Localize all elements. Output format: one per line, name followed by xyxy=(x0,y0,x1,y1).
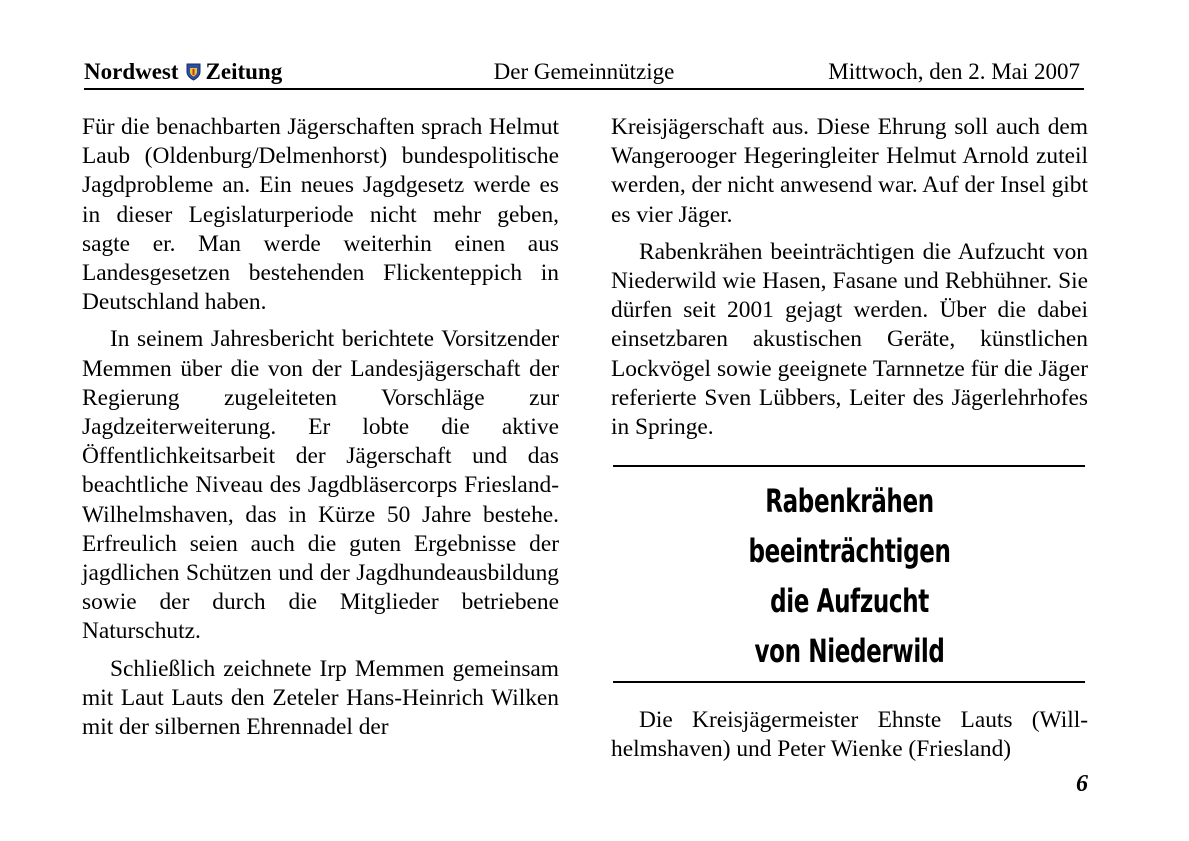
page-number: 6 xyxy=(1076,771,1088,797)
headline-box xyxy=(678,476,1021,676)
headline-line: Rabenkrähen xyxy=(765,482,934,520)
paragraph: Für die benachbarten Jägerschaften sprach Helmut Laub (Oldenburg/Delmenhorst) bundespolitische Jagdprobleme an. Ein neues Jagdgesetz werde es in dieser Legislaturperiode nicht mehr geben, sagte er. Man werde weiterhin einen aus Landesgesetzen bestehenden Flickenteppich in Deutschland haben. xyxy=(82,114,559,316)
page-header xyxy=(84,58,1084,90)
right-column-continued xyxy=(611,706,1088,772)
right-column xyxy=(611,113,1088,450)
headline-line: die Aufzucht xyxy=(770,582,929,620)
headline-line: beeinträchtigen xyxy=(748,532,951,570)
headline-top-rule xyxy=(613,465,1085,467)
paragraph: Die Kreisjägermeister Ehnste Lauts (Willhelmshaven) und Peter Wienke (Friesland) xyxy=(611,707,1088,763)
masthead-zeitung: Zeitung xyxy=(205,59,283,84)
paragraph: In seinem Jahresbericht berichtete Vorsitzender Memmen über die von der Landesjägerschaft der Regierung zugeleiteten Vorschläge zur Jagdzeiterweiterung. Er lobte die aktive Öffentlichkeitsarbeit der Jägerschaft und das beachtliche Niveau des Jagdbläsercorps Friesland-Wilhelmshaven, das in Kürze 50 Jahre bestehe. Erfreulich seien auch die guten Ergebnisse der jagdlichen Schützen und der Jagdhundeausbildung sowie der durch die Mitglieder betriebene Naturschutz. xyxy=(82,326,559,645)
left-column xyxy=(82,113,559,750)
issue-date: Mittwoch, den 2. Mai 2007 xyxy=(828,59,1080,84)
paragraph: Kreisjägerschaft aus. Diese Ehrung soll auch dem Wangerooger Hegeringleiter Helmut Arnold zuteil werden, der nicht anwesend war. Auf der Insel gibt es vier Jäger. xyxy=(611,114,1088,228)
masthead-nordwest: Nordwest xyxy=(84,59,179,84)
publication-name: Der Gemeinnützige xyxy=(493,59,675,84)
paragraph: Schließlich zeichnete Irp Memmen gemeinsam mit Laut Lauts den Zeteler Hans-Heinrich Wilken mit der silbernen Ehrennadel der xyxy=(82,655,559,741)
paragraph: Rabenkrähen beeinträchtigen die Aufzucht von Niederwild wie Hasen, Fasane und Rebhühner. Sie dürfen seit 2001 gejagt werden. Über die dabei einsetzbaren akustischen Geräte, künstlichen Lockvögel sowie geeignete Tarnnetze für die Jäger referierte Sven Lübbers, Leiter des Jägerlehrhofes in Springe. xyxy=(611,238,1088,441)
headline-line: von Niederwild xyxy=(754,632,945,670)
headline-bottom-rule xyxy=(613,681,1085,683)
